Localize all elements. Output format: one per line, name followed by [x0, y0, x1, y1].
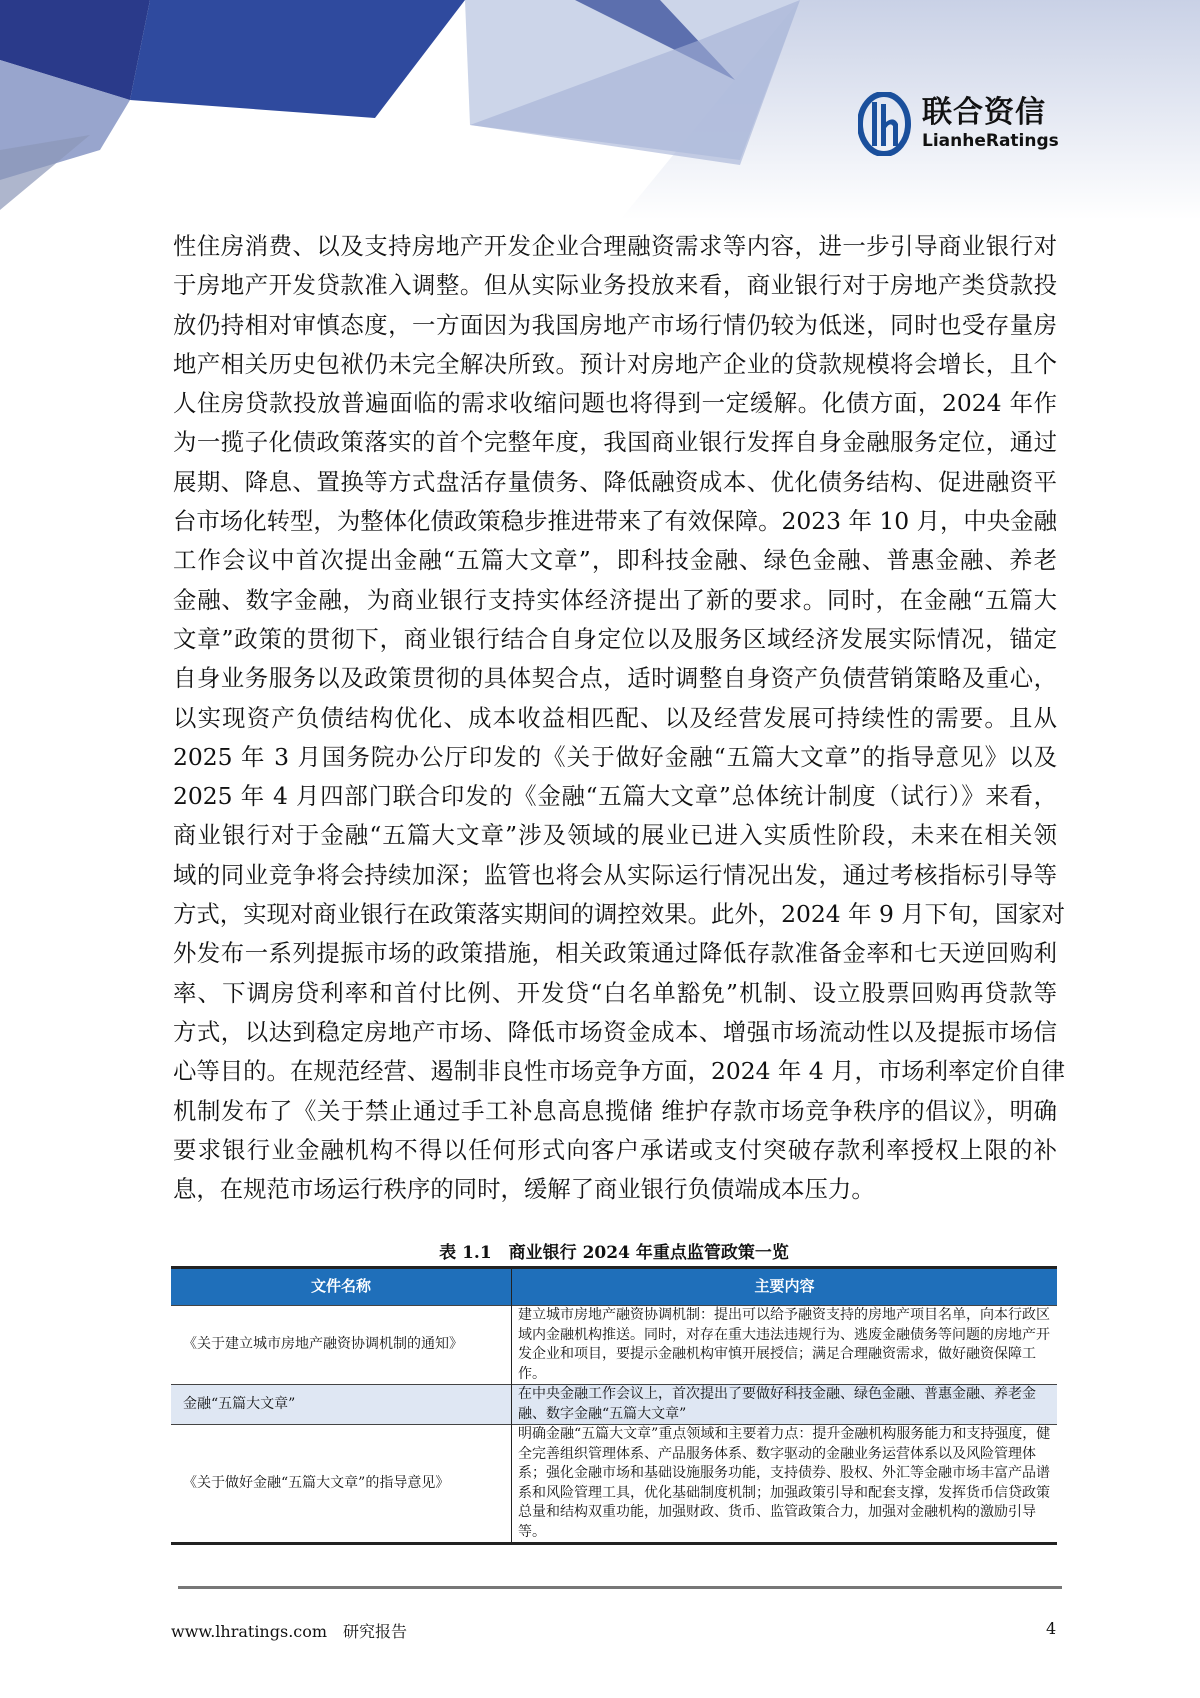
- body-text-line: 商业银行对于金融“五篇大文章”涉及领域的展业已进入实质性阶段，未来在相关领: [173, 821, 1057, 850]
- body-text-line: 金融、数字金融，为商业银行支持实体经济提出了新的要求。同时，在金融“五篇大: [173, 585, 1057, 614]
- policy-name: 金融“五篇大文章”: [171, 1385, 512, 1425]
- lianhe-logo-icon: [858, 92, 914, 156]
- column-header-content: 主要内容: [512, 1268, 1058, 1306]
- body-text-line: 台市场化转型，为整体化债政策稳步推进带来了有效保障。2023 年 10 月，中央金融: [173, 507, 1057, 536]
- policy-content: 明确金融“五篇大文章”重点领域和主要着力点：提升金融机构服务能力和支持强度，健全完善组织管理体系、产品服务体系、数字驱动的金融业务运营体系以及风险管理体系；强化金融市场和基础设施服务功能，支持债券、股权、外汇等金融市场丰富产品谱系和风险管理工具，优化基础制度机制；加强政策引导和配套支撑，发挥货币信贷政策总量和结构双重功能，加强财政、货币、监管政策合力，加强对金融机构的激励引导等。: [512, 1425, 1058, 1544]
- table-title: 表 1.1 商业银行 2024 年重点监管政策一览: [439, 1243, 789, 1263]
- table-row: [171, 1385, 1057, 1425]
- body-text-line: 域的同业竞争将会持续加深；监管也将会从实际运行情况出发，通过考核指标引导等: [173, 860, 1057, 889]
- footer-info: [171, 1619, 407, 1642]
- table-row: [171, 1306, 1057, 1385]
- body-text-line: 为一揽子化债政策落实的首个完整年度，我国商业银行发挥自身金融服务定位，通过: [173, 428, 1057, 457]
- body-text-line: 2025 年 4 月四部门联合印发的《金融“五篇大文章”总体统计制度（试行）》来看，: [173, 782, 1057, 811]
- policy-table: [171, 1266, 1057, 1545]
- page-number: 4: [1046, 1619, 1057, 1638]
- body-text-line: 工作会议中首次提出金融“五篇大文章”，即科技金融、绿色金融、普惠金融、养老: [173, 546, 1057, 575]
- body-text-line: 地产相关历史包袱仍未完全解决所致。预计对房地产企业的贷款规模将会增长，且个: [173, 349, 1057, 378]
- footer-divider: [178, 1586, 1062, 1589]
- body-text-line: 于房地产开发贷款准入调整。但从实际业务投放来看，商业银行对于房地产类贷款投: [173, 271, 1057, 300]
- logo-chinese-name: 联合资信: [922, 95, 1046, 130]
- footer-website-link[interactable]: www.lhratings.com: [171, 1622, 328, 1641]
- table-header-row: [171, 1268, 1057, 1306]
- column-header-name: 文件名称: [171, 1268, 512, 1306]
- table-row: [171, 1425, 1057, 1544]
- body-text-line: 自身业务服务以及政策贯彻的具体契合点，适时调整自身资产负债营销策略及重心，: [173, 664, 1057, 693]
- body-text-line: 外发布一系列提振市场的政策措施，相关政策通过降低存款准备金率和七天逆回购利: [173, 939, 1057, 968]
- body-text-line: 方式，以达到稳定房地产市场、降低市场资金成本、增强市场流动性以及提振市场信: [173, 1017, 1057, 1046]
- body-paragraph: [173, 227, 1065, 1209]
- body-text-line: 2025 年 3 月国务院办公厅印发的《关于做好金融“五篇大文章”的指导意见》以及: [173, 742, 1057, 771]
- body-text-line: 以实现资产负债结构优化、成本收益相匹配、以及经营发展可持续性的需要。且从: [173, 703, 1057, 732]
- body-text-line: 性住房消费、以及支持房地产开发企业合理融资需求等内容，进一步引导商业银行对: [173, 232, 1057, 260]
- lianhe-ratings-logo: [858, 92, 1059, 156]
- footer-report-type: 研究报告: [343, 1622, 408, 1641]
- body-text-line: 机制发布了《关于禁止通过手工补息高息揽储 维护存款市场竞争秩序的倡议》，明确: [173, 1096, 1057, 1125]
- body-text-line: 放仍持相对审慎态度，一方面因为我国房地产市场行情仍较为低迷，同时也受存量房: [173, 310, 1057, 339]
- body-text-line: 息，在规范市场运行秩序的同时，缓解了商业银行负债端成本压力。: [173, 1175, 875, 1204]
- policy-name: 《关于做好金融“五篇大文章”的指导意见》: [171, 1425, 512, 1544]
- body-text-line: 文章”政策的贯彻下，商业银行结合自身定位以及服务区域经济发展实际情况，锚定: [173, 624, 1057, 653]
- logo-english-name: LianheRatings: [922, 131, 1059, 151]
- policy-name: 《关于建立城市房地产融资协调机制的通知》: [171, 1306, 512, 1385]
- policy-content: 建立城市房地产融资协调机制：提出可以给予融资支持的房地产项目名单，向本行政区域内金融机构推送。同时，对存在重大违法违规行为、逃废金融债务等问题的房地产开发企业和项目，要提示金融机构审慎开展授信；满足合理融资需求，做好融资保障工作。: [512, 1306, 1058, 1385]
- policy-content: 在中央金融工作会议上，首次提出了要做好科技金融、绿色金融、普惠金融、养老金融、数字金融“五篇大文章”: [512, 1385, 1058, 1425]
- body-text-line: 心等目的。在规范经营、遏制非良性市场竞争方面，2024 年 4 月，市场利率定价自律: [173, 1057, 1065, 1086]
- body-text-line: 展期、降息、置换等方式盘活存量债务、降低融资成本、优化债务结构、促进融资平: [173, 467, 1057, 496]
- body-text-line: 方式，实现对商业银行在政策落实期间的调控效果。此外，2024 年 9 月下旬，国家对: [173, 900, 1065, 929]
- body-text-line: 要求银行业金融机构不得以任何形式向客户承诺或支付突破存款利率授权上限的补: [173, 1135, 1057, 1164]
- body-text-line: 人住房贷款投放普遍面临的需求收缩问题也将得到一定缓解。化债方面，2024 年作: [173, 389, 1057, 418]
- body-text-line: 率、下调房贷利率和首付比例、开发贷“白名单豁免”机制、设立股票回购再贷款等: [173, 978, 1057, 1007]
